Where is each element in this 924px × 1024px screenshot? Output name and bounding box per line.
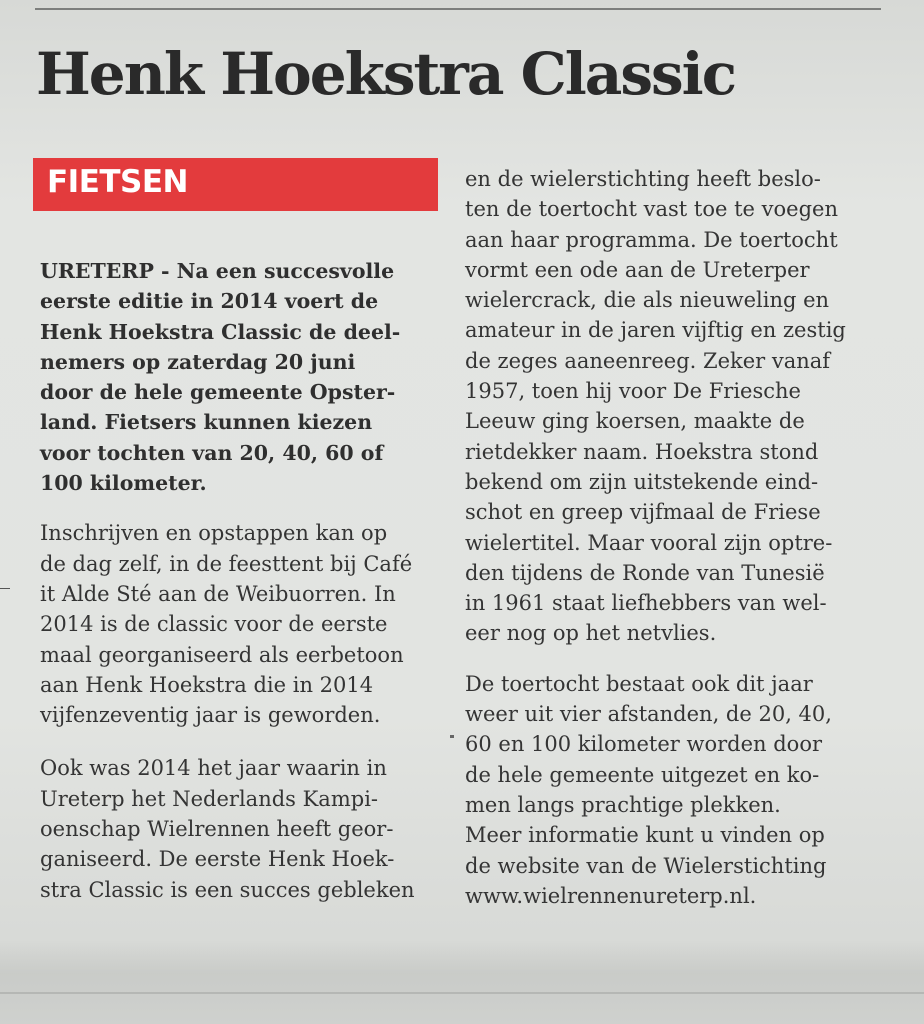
body-line: de hele gemeente uitgezet en ko- <box>465 762 820 787</box>
body-line: Ook was 2014 het jaar waarin in <box>40 756 387 781</box>
body-line: stra Classic is een succes gebleken <box>40 877 415 902</box>
body-line: wielertitel. Maar vooral zijn optre- <box>465 530 833 555</box>
body-line: vormt een ode aan de Ureterper <box>465 257 810 282</box>
body-line: aan Henk Hoekstra die in 2014 <box>40 672 374 697</box>
rubric-label: FIETSEN <box>47 164 188 200</box>
body-line: de zeges aaneenreeg. Zeker vanaf <box>465 348 831 373</box>
body-line: wielercrack, die als nieuweling en <box>465 288 830 313</box>
body-paragraph <box>40 518 440 730</box>
body-line: vijfenzeventig jaar is geworden. <box>40 703 381 728</box>
margin-mark <box>0 588 10 589</box>
ink-speck <box>450 735 454 738</box>
website-url: www.wielrennenureterp.nl. <box>465 883 757 908</box>
section-rubric <box>33 158 438 211</box>
lead-line: Henk Hoekstra Classic de deel- <box>40 319 401 344</box>
body-line: schot en greep vijfmaal de Friese <box>465 500 821 525</box>
lead-line: door de hele gemeente Opster- <box>40 380 396 405</box>
body-line: amateur in de jaren vijftig en zestig <box>465 318 846 343</box>
body-line: Ureterp het Nederlands Kampi- <box>40 786 378 811</box>
lead-line: eerste editie in 2014 voert de <box>40 289 379 314</box>
body-line: maal georganiseerd als eerbetoon <box>40 642 404 667</box>
body-line: 60 en 100 kilometer worden door <box>465 732 822 757</box>
body-line: ganiseerd. De eerste Henk Hoek- <box>40 847 395 872</box>
body-line: Meer informatie kunt u vinden op <box>465 823 825 848</box>
body-line: en de wielerstichting heeft beslo- <box>465 167 821 191</box>
body-line: it Alde Sté aan de Weibuorren. In <box>40 581 396 606</box>
body-paragraph <box>465 164 885 649</box>
lead-line: URETERP - Na een succesvolle <box>40 259 395 283</box>
right-column <box>465 164 885 911</box>
body-line: 1957, toen hij voor De Friesche <box>465 379 801 404</box>
body-line: men langs prachtige plekken. <box>465 792 781 817</box>
body-line: de website van de Wielerstichting <box>465 853 827 878</box>
lead-line: voor tochten van 20, 40, 60 of <box>40 440 384 465</box>
body-line: rietdekker naam. Hoekstra stond <box>465 439 819 464</box>
lead-line: land. Fietsers kunnen kiezen <box>40 410 373 435</box>
body-line: Inschrijven en opstappen kan op <box>40 521 388 546</box>
body-line: de dag zelf, in de feesttent bij Café <box>40 551 413 576</box>
body-paragraph <box>40 753 440 904</box>
top-rule <box>35 8 881 10</box>
body-line: 2014 is de classic voor de eerste <box>40 612 388 637</box>
body-line: bekend om zijn uitstekende eind- <box>465 469 819 494</box>
page-fold-shadow <box>0 940 924 1024</box>
headline: Henk Hoekstra Classic <box>36 40 736 108</box>
body-line: den tijdens de Ronde van Tunesië <box>465 560 825 585</box>
lead-line: nemers op zaterdag 20 juni <box>40 349 356 374</box>
body-line: weer uit vier afstanden, de 20, 40, <box>465 702 832 727</box>
body-line: in 1961 staat liefhebbers van wel- <box>465 591 827 616</box>
body-line: oenschap Wielrennen heeft geor- <box>40 817 394 842</box>
body-paragraph <box>465 669 885 911</box>
bottom-rule <box>0 992 924 994</box>
lead-paragraph <box>40 256 440 498</box>
body-line: De toertocht bestaat ook dit jaar <box>465 671 813 696</box>
body-line: ten de toertocht vast toe te voegen <box>465 197 838 222</box>
body-line: eer nog op het netvlies. <box>465 621 717 646</box>
lead-line: 100 kilometer. <box>40 471 207 496</box>
body-line: aan haar programma. De toertocht <box>465 227 838 252</box>
body-line: Leeuw ging koersen, maakte de <box>465 409 805 434</box>
left-column <box>40 256 440 905</box>
